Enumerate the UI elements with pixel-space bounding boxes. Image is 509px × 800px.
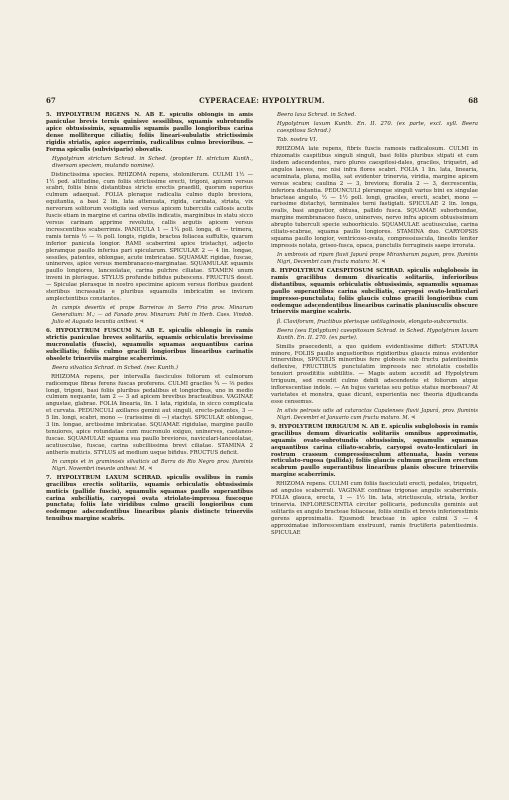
right-column-syn-paragraph: Beera laxa Schrad. in Sched. <box>277 112 357 118</box>
right-column-head-paragraph: 9. HYPOLYTRUM IRRIGUUM N. AB E. spiculis subglobosis in ramis gracilibus demum divaricatis solitariis omnibus approximatis, squamis ovato-subrotundis obtusissimis, squamulis squamas aequantibus carina ciliato-scabris, caryopsi ovato-lenticulari in rostrum crassum compressiusculum attenuata, basin versus reticulato-rugosa (pallida); foliis glaucis culmum gracilem erectum scabrum paullo superantibus linearibus planis obscure trinerviis margine scaberrimis. <box>271 423 478 479</box>
right-column <box>271 112 478 784</box>
running-title: CYPERACEAE: HYPOLYTRUM. <box>199 96 325 105</box>
page-number-right: 68 <box>468 96 478 105</box>
right-column-syn-paragraph: Beera (seu Epilyptum) caespitosum Schrad. in Sched. Hypolytrum laxum Kunth. En. II. 270. (ex parte). <box>277 327 478 341</box>
page-number-left: 67 <box>46 96 56 105</box>
right-column-obs-paragraph: In silvis petrosis udis ad cataractas Cupalenses fluvii Japurá, prov. fluminis Nigri. Decembri et Januario cum fructu maturo. M. ♃ <box>277 407 478 421</box>
right-column-para-paragraph: RHIZOMA late repens, fibris fuscis ramosis radicalosum. CULMI in rhizomatis caspitibus singuli singuli, basi foliis pluribus stipati et cum iisdem adscendentes, raro plures caespitosi-dales, graciles, triquetri, ad angulos laeves, nec nisi infra flores scabri. FOLIA 1 lin. lata, linearia, acuminata, plana, mollia, sat evidenter trinervia, viridia, margine apicem versus scabra; caulina 2 — 3, breviora; floralia 2 — 3, decrescentia, inferiora distantia. PEDUNCULI plerumque singuli varius bini ex singulae bracteae angulo, ½ — 1½ poll. longi, graciles, erecti, scabri, mono — rarissime distachyi, terminales terni fastigiati. SPICULAE 2 lin. longa, ovalis, basi angustior, obtusa, pallido fusca. SQUAMAE suborbundae, margine membranaceo fusco, uninerves, nervo infra apicem obtusissimum abrupto tuberculi specie suboorbiculo. SQUAMULAE acutiusculae, carina ciliato-scabrae, squama paullo longiores. STAMINA duo. CARYOPSIS squama paullo longior, ventricoso-ovata, compressiuscula, lineolis leniter impressis notata, griseo-fusca, opaca, punctulis ferrugineis saepe irrorata. <box>271 146 478 249</box>
left-column-head-paragraph: 5. HYPOLYTRUM RIGENS N. AB E. spiculis oblongis in amis paniculae brevis ternis quinisve sessilibus, squamis subrotundis apice obtusissimis, squamulis squamis paullo longioribus carina dense molliterque ciliatis; foliis lineari-subulatis strictissimis rigidis striatis, apice asperrimis, radicalibus culmo brevioribus. — Forma spiculis (subviviparis) obovatis. <box>46 112 253 153</box>
right-column-obs-paragraph: In umbrosis ad ripam fluvii Japurá prope Miranharum pagum, prov. fluminis Nigri, Decembri cum fructu maturo: M. ♃ <box>277 251 478 265</box>
right-column-syn-paragraph: Hypolytrum laxum Kunth. En. II. 270. (ex parte, excl. syll. Beera caespitosa Schrad.) <box>277 121 478 134</box>
page-header <box>46 96 478 108</box>
right-column-para-paragraph: Similis praecedenti, a quo quidem evidentissime differt: STATURA minore, FOLIIS paullo angustioribus rigidioribus glaucis minus evidenter trinerviibus, SPICULIS minoribus fere globosis sub fructu patentissimis deflexive, FRUCTIBUS punctulatim impressis nec striolatis costellis tenuiori prosdititis subtilitis. — Magis autem accedit ad Hypolytrum trriguum, sed recedit culmo debili adscendente et foliorum atque inflorescentiae indole. — An hujus varietas seu potius status morbosus? At varietates et monstra, quae dicunt, experientia nec theoria dijudicanda esse censemus. <box>271 343 478 405</box>
left-column-head-paragraph: 7. HYPOLYTRUM LAXUM SCHRAD. spiculis ovalibus in ramis gracilibus erectis solitariis, squamis orbiculatis obtusissimis muticis (pallide fuscis), squamulis squamas paullo superantibus carina subciliatis, caryopsi ovata striolato-impressa fuscoque punctata; foliis late viridibus culmo gracili longioribus cum eodemque adscendentibus linearibus planis distincte trinerviis tenuibus margine scabris. <box>46 474 253 523</box>
left-column-obs-paragraph: In campis et in graminosis silvaticis ad Barra do Rio Negro prov. fluminis Nigri. Novembri ineunte anthesi: M. ♃ <box>52 458 253 472</box>
left-column-syn-paragraph: Hypolytrum strictum Schrad. in Sched. (propter H. strictum Kunth., diversam speciem, mutando nomine). <box>52 155 253 169</box>
left-column-syn-paragraph: Beera silvatica Schrad. in Sched. (nec Kunth.) <box>52 364 178 371</box>
left-column-head-paragraph: 6. HYPOLYTRUM FUSCUM N. AB E. spiculis oblongis in ramis strictis paniculae breves solitariis, squamis orbiculatis brevissime mucronulatis (fuscis), squamulis squamas aequantibus carina subciliatis; foliis culmo gracili longioribus linearibus carinatis obsolete trinerviis margine scaberrimis. <box>46 327 253 362</box>
left-column-para-paragraph: RHIZOMA repens, per intervalla fasciculos foliorum et culmorum radicemque fibras ferens fuscas proferens. CULMI graciles ¾ — ⅔ pedes longi, trigoni, basi foliis pluribus pedalibus et longioribus, uno in medio culmum nequante, tam 2 — 3 ad apicem brevibus bracteatibus. VAGINAE angustae, glabrae. FOLIA linearia, lin. 1 lata, rigidula, in sicco complicata et curvata. PEDUNCULI axillares gemini aut singuli, erecto-patentes, 3 — 5 lin. longi, scabri, mono — (rarissime di —) stachyi. SPICULAE oblongae, 3 lin. longae, arctissime imbricatae. SQUAMAE rigidulae, margine paullo tenuiores, apice rotundatae cum mucronulo exiguo, uninerves, castaneo-fuscae. SQUAMULAE squama sua paullo breviores, naviculari-lanceolatae, acutiusculae, fuscae, carina subciliissima brevi ciliatae. STAMINA 2 antheris muticis. STYLUS ad medium usque bifidus. FRUCTUS deficit. <box>46 373 253 456</box>
left-column-obs-paragraph: In campis desertis et prope Barreiras in Serro Frio prov. Minarum Generalium: M.; — ad Fanado prov. Minarum: Pohl in Herb. Caes. Vindob. Julio et Augusto lecuntia anthesi. ♃ <box>52 305 253 325</box>
right-column-para-paragraph: RHIZOMA repens. CULMI cum foliis fasciculati erecti, pedales, triquetri, ad angulos scaberruli. VAGINAE confinae trigonae angulis scaberrimis. FOLIA glauca, erecta, 1 — 1½ lin. lata, strictiuscula, striata, leviter trinervia. INFLORESCENTIA circiter pollicaris, pedunculis geminis aut solitariis ex angulo bracteae foliaceae, foliis similis et brevis inferiorestimis gerens approximatis. Ejusmodi bracteae in apice culmi 3 — 4 approximatae inflorescentiam exstruunt, ramis fructiferis patentissimis. SPICULAE <box>271 481 478 536</box>
left-column <box>46 112 253 784</box>
right-column-head-paragraph: 8. HYPOLYTRUM CAESPITOSUM SCHRAD. spiculis subglobosis in ramis gracilibus demum divaricatis solitariis, inferioribus distantibus, squamis orbiculatis obtusissimis, squamulis squamas paullo superantibus carina subciliatis, caryopsi ovato-lenticulari impresso-punctulata; foliis glaucis culmo gracili longioribus cum eodemque adscendentibus linearibus carinatis planiusculis obscure trinerviis margine scabris. <box>271 267 478 316</box>
right-column-var-paragraph: β. Claviforum, fructibus plerisque ustilaginosis, elongato-subcornutis. <box>277 318 468 325</box>
right-column-syn-paragraph: Tab. nostra VI. <box>277 137 318 144</box>
left-column-para-paragraph: Distinctissima species. RHIZOMA repens, stoloniferum. CULMI 1½ — 1½ ped. altitudine, cum foliis strictissime erecti, trigoni, apicem versus scabri, foliis binis distantibus stricte erectis praeditl, quorum superius culmum adaequat. FOLIA pleraque radicalia culmo duplo breviora, equitantia, a basi 2 lin. lata attenuata, rigida, carinata, striata, vix nervorum solitorum vestigiis sed versus apicem tuberculis callosis acutis fuscis etiam in margine et carina obvilis indicatis, marginibus in statu sicco versus carinam apprime revolutis, callis argutis apicem versus increscentibus scaberrimis. PANICULA 1 — 1¼ poll. longa, di — trimera, ramis ternis ½ — ⅔ poll. longis, rigidis, bractea foliacea suffultis, quarum inferior panicula longior. RAMI scaberrimi apice tristachyi, adjecto pleramque paullo inferius pari spicularum. SPICULAE 2 — 4 lin. longae, sessiles, patentes, oblongae, acute imbricatae. SQUAMAE rigidae, fuscae, uninerves, apice versus membranaceo-marginatae. SQUAMULAE squamis paullo longiores, lanceolatae, carina pulchre ciliatae. STAMEN unum inveni in plerisque. STYLUS profunde bifidus pubescens. FRUCTUS deest. — Spiculae plerasque in nostro specimine apicem versus floribus gaudent steriibus incrassatis e pluribus squamulis imbricatim se invicem amplectentibus constantes. <box>46 171 253 302</box>
